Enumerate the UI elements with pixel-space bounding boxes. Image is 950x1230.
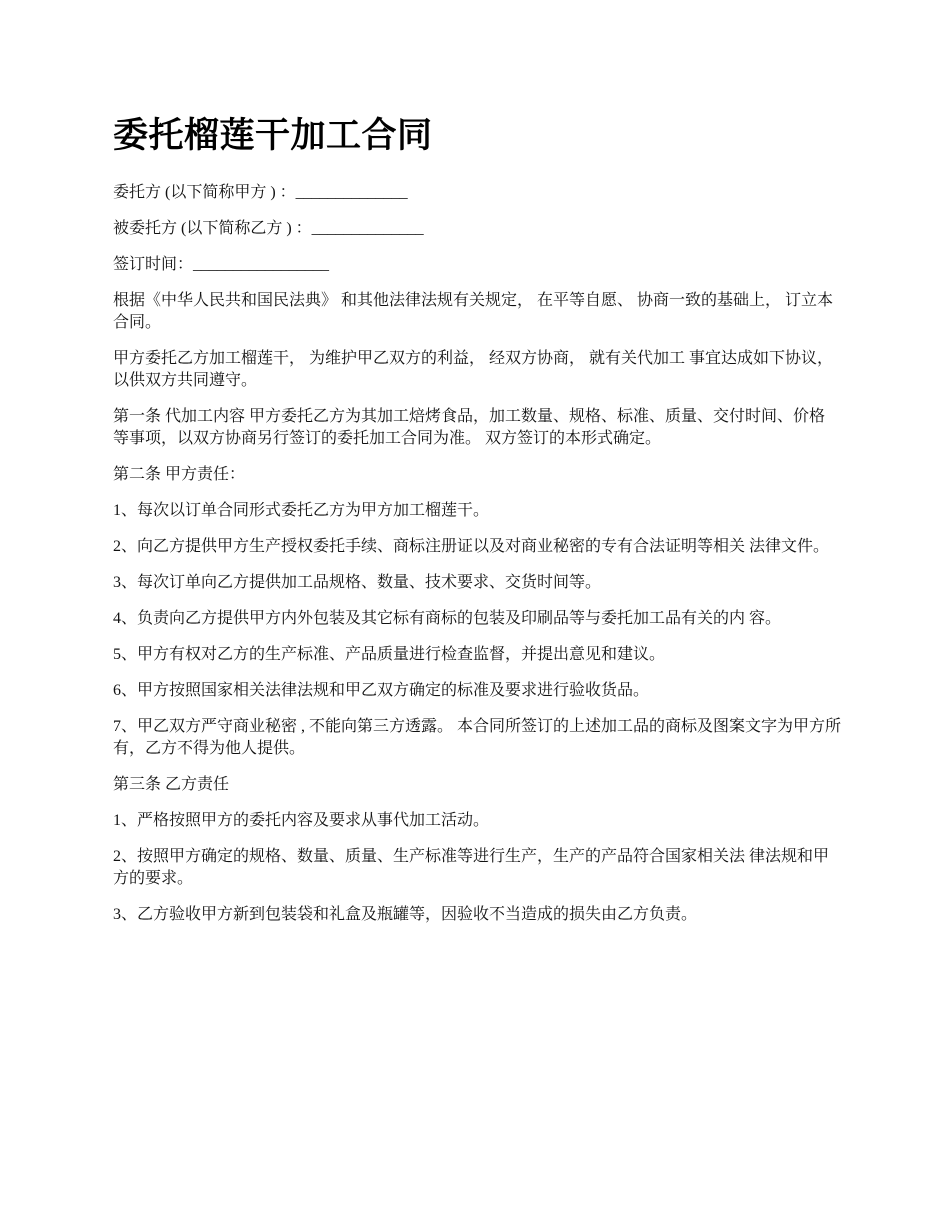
party-a-field: 委托方 (以下简称甲方 ) ：______________ <box>113 184 408 201</box>
article-2-item-1: 1、每次以订单合同形式委托乙方为甲方加工榴莲干。 <box>113 502 490 519</box>
document-content <box>113 112 841 940</box>
article-2-item-6: 6、甲方按照国家相关法律法规和甲乙双方确定的标准及要求进行验收货品。 <box>113 682 650 699</box>
preamble-paragraph: 根据《中华人民共和国民法典》 和其他法律法规有关规定， 在平等自愿、 协商一致的基础上， 订立本合同。 <box>113 292 834 331</box>
article-3-heading: 第三条 乙方责任 <box>113 776 230 793</box>
article-2-heading: 第二条 甲方责任： <box>113 466 246 483</box>
article-3-item-3: 3、乙方验收甲方新到包装袋和礼盒及瓶罐等，因验收不当造成的损失由乙方负责。 <box>113 906 698 923</box>
article-2-item-7: 7、甲乙双方严守商业秘密 , 不能向第三方透露。 本合同所签订的上述加工品的商标及图案文字为甲方所有，乙方不得为他人提供。 <box>113 718 842 757</box>
party-b-field: 被委托方 (以下简称乙方 ) ：______________ <box>113 220 424 237</box>
agreement-intro-paragraph: 甲方委托乙方加工榴莲干， 为维护甲乙双方的利益， 经双方协商， 就有关代加工 事宜达成如下协议，以供双方共同遵守。 <box>113 350 834 389</box>
article-2-item-5: 5、甲方有权对乙方的生产标准、产品质量进行检查监督，并提出意见和建议。 <box>113 646 666 663</box>
article-1-paragraph: 第一条 代加工内容 甲方委托乙方为其加工焙烤食品，加工数量、规格、标准、质量、交付时间、价格 等事项，以双方协商另行签订的委托加工合同为准。 双方签订的本形式确定。 <box>113 408 830 447</box>
article-3-item-2: 2、按照甲方确定的规格、数量、质量、生产标准等进行生产，生产的产品符合国家相关法 律法规和甲方的要求。 <box>113 848 830 887</box>
article-2-item-3: 3、每次订单向乙方提供加工品规格、数量、技术要求、交货时间等。 <box>113 574 602 591</box>
sign-date-field: 签订时间：_________________ <box>113 256 330 273</box>
article-2-item-2: 2、向乙方提供甲方生产授权委托手续、商标注册证以及对商业秘密的专有合法证明等相关 法律文件。 <box>113 538 830 555</box>
article-2-item-4: 4、负责向乙方提供甲方内外包装及其它标有商标的包装及印刷品等与委托加工品有关的内 容。 <box>113 610 782 627</box>
article-3-item-1: 1、严格按照甲方的委托内容及要求从事代加工活动。 <box>113 812 490 829</box>
document-title: 委托榴莲干加工合同 <box>113 116 433 155</box>
